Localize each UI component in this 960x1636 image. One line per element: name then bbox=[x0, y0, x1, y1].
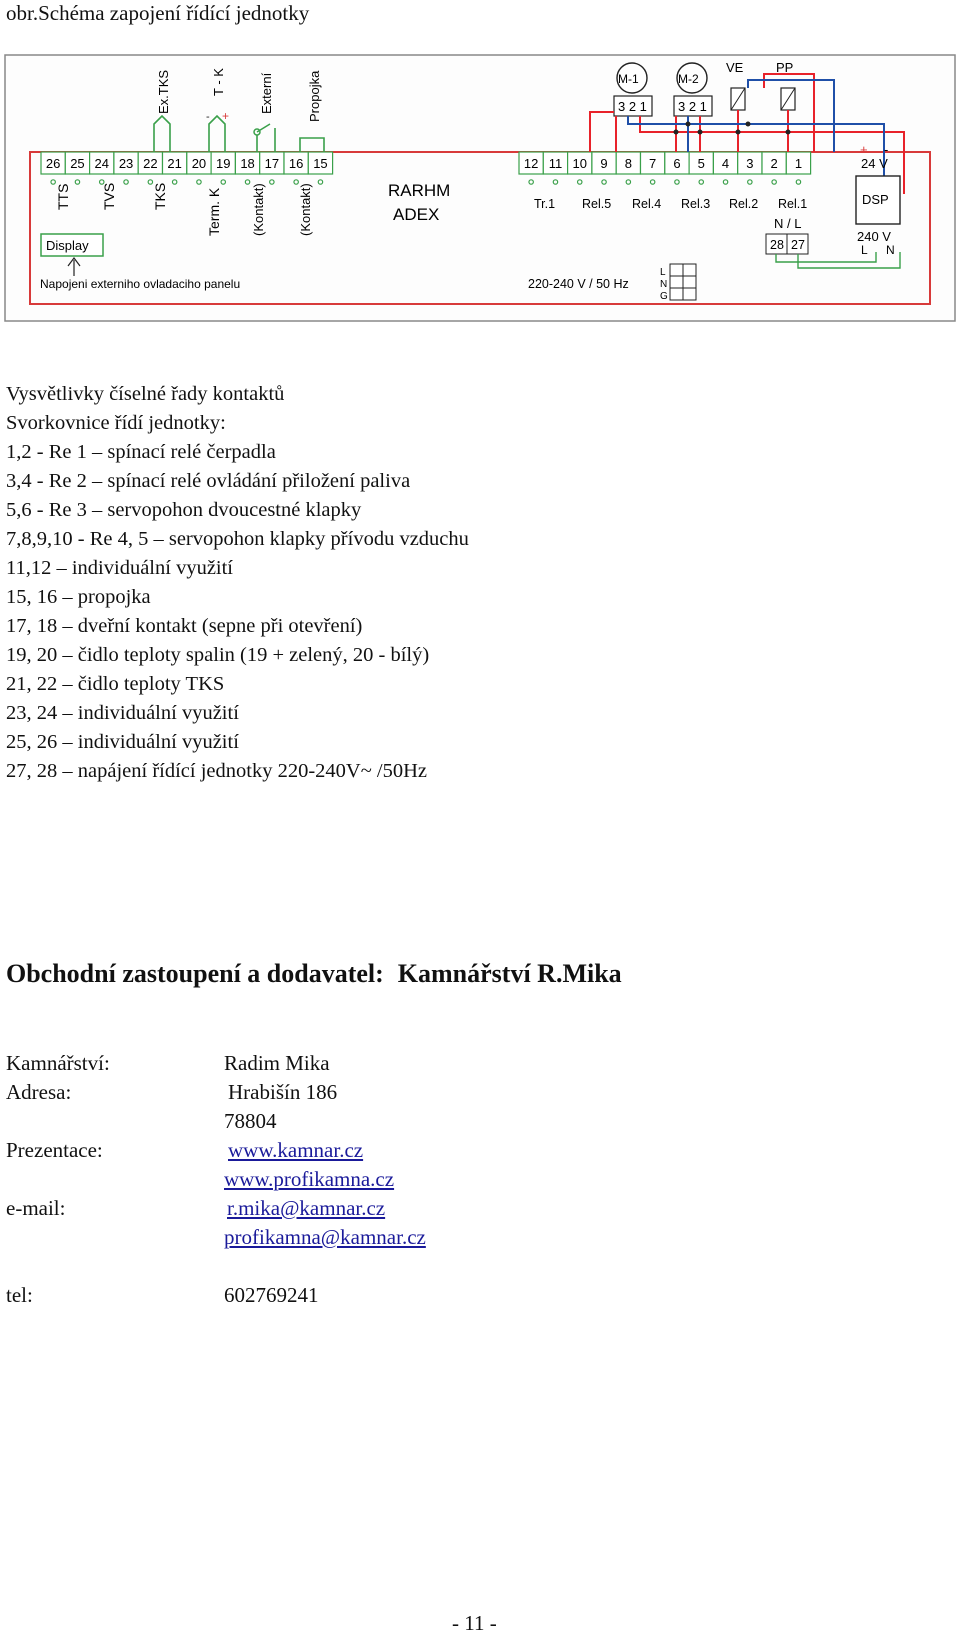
legend-item: 3,4 - Re 2 – spínací relé ovládání přiložení paliva bbox=[6, 470, 411, 492]
legend-item: 23, 24 – individuální využití bbox=[6, 702, 239, 724]
legend-item: 21, 22 – čidlo teploty TKS bbox=[6, 673, 225, 695]
left-terminal-number: 17 bbox=[264, 156, 280, 171]
unit-model: ADEX bbox=[393, 205, 440, 224]
legend-title: Vysvětlivky číselné řady kontaktů bbox=[6, 383, 285, 405]
right-terminal-number: 4 bbox=[721, 156, 730, 171]
right-terminal-number: 2 bbox=[770, 156, 778, 171]
legend-item: 19, 20 – čidlo teploty spalin (19 + zelený, 20 - bílý) bbox=[6, 644, 430, 666]
dsp-240v: 240 V bbox=[857, 229, 891, 244]
unit-name: RARHM bbox=[388, 181, 451, 200]
relay-label-rel4: Rel.4 bbox=[632, 197, 662, 211]
company-value: Radim Mika bbox=[224, 1051, 330, 1075]
right-terminal-number: 7 bbox=[649, 156, 657, 171]
right-terminal-number: 8 bbox=[624, 156, 632, 171]
web-link-kamnar[interactable]: www.kamnar.cz bbox=[228, 1138, 364, 1162]
polarity-minus: - bbox=[206, 111, 210, 123]
right-terminal-number: 5 bbox=[697, 156, 705, 171]
label-ex-tks: Ex.TKS bbox=[156, 69, 171, 114]
label-kontakt-1: (Kontakt) bbox=[251, 183, 266, 236]
lng-l: L bbox=[660, 267, 666, 278]
address-line-1: Hrabišín 186 bbox=[228, 1080, 338, 1104]
contact-heading-seller: Kamnářství R.Mika bbox=[397, 959, 622, 988]
legend-item: 17, 18 – dveřní kontakt (sepne při otevření) bbox=[6, 615, 363, 637]
relay-label-rel3: Rel.3 bbox=[681, 197, 711, 211]
right-terminal-number: 10 bbox=[572, 156, 587, 171]
contact-heading bbox=[6, 958, 622, 990]
legend-item: 25, 26 – individuální využití bbox=[6, 731, 239, 753]
motor-1-pins: 3 2 1 bbox=[618, 99, 647, 114]
legend-item: 11,12 – individuální využití bbox=[6, 557, 234, 579]
relay-label-tr1: Tr.1 bbox=[534, 197, 556, 211]
right-terminal-number: 6 bbox=[673, 156, 681, 171]
dsp-n: N bbox=[886, 243, 895, 257]
dsp-l: L bbox=[861, 243, 868, 257]
left-terminal-number: 23 bbox=[118, 156, 134, 171]
motor-1-label: M-1 bbox=[618, 72, 639, 86]
polarity-plus: + bbox=[222, 109, 230, 123]
left-terminal-number: 25 bbox=[70, 156, 85, 171]
relay-label-rel5: Rel.5 bbox=[582, 197, 612, 211]
left-terminal-number: 15 bbox=[313, 156, 328, 171]
legend-item: 5,6 - Re 3 – servopohon dvoucestné klapky bbox=[6, 499, 362, 521]
dsp-label: DSP bbox=[862, 192, 889, 207]
tel-label: tel: bbox=[6, 1283, 33, 1307]
motor-2-pins: 3 2 1 bbox=[678, 99, 707, 114]
left-terminal-number: 16 bbox=[288, 156, 304, 171]
tel-value: 602769241 bbox=[224, 1283, 319, 1307]
left-terminal-number: 26 bbox=[45, 156, 61, 171]
page-number: - 11 - bbox=[452, 1611, 497, 1635]
nl-label: N / L bbox=[774, 216, 802, 231]
left-terminal-number: 21 bbox=[167, 156, 182, 171]
label-tvs: TVS bbox=[101, 182, 117, 210]
left-terminal-number: 22 bbox=[143, 156, 158, 171]
legend-item: 7,8,9,10 - Re 4, 5 – servopohon klapky přívodu vzduchu bbox=[6, 528, 469, 550]
dsp-plus: + bbox=[860, 142, 868, 157]
label-t-k: T - K bbox=[211, 68, 226, 96]
power-terminal-27: 27 bbox=[791, 238, 805, 252]
motor-2-label: M-2 bbox=[678, 72, 699, 86]
legend-item: 15, 16 – propojka bbox=[6, 586, 151, 608]
legend-item: 1,2 - Re 1 – spínací relé čerpadla bbox=[6, 441, 276, 463]
address-line-2: 78804 bbox=[224, 1109, 277, 1133]
power-terminal-28: 28 bbox=[770, 238, 784, 252]
label-tts: TTS bbox=[55, 183, 71, 210]
web-label: Prezentace: bbox=[6, 1138, 103, 1162]
left-terminal-number: 20 bbox=[191, 156, 207, 171]
email-link-mika[interactable]: r.mika@kamnar.cz bbox=[227, 1196, 386, 1220]
email-label: e-mail: bbox=[6, 1196, 66, 1220]
relay-label-rel1: Rel.1 bbox=[778, 197, 808, 211]
dsp-minus: - bbox=[884, 142, 889, 157]
left-terminal-number: 19 bbox=[216, 156, 231, 171]
address-label: Adresa: bbox=[6, 1080, 72, 1104]
display-label: Display bbox=[46, 238, 89, 253]
relay-label-rel2: Rel.2 bbox=[729, 197, 759, 211]
contacts-legend bbox=[6, 380, 469, 786]
lng-g: G bbox=[660, 291, 668, 302]
label-propojka: Propojka bbox=[307, 70, 322, 122]
dsp-24v: 24 V bbox=[861, 156, 888, 171]
right-terminal-number: 1 bbox=[794, 156, 803, 171]
company-label: Kamnářství: bbox=[6, 1051, 110, 1075]
legend-item: 27, 28 – napájení řídící jednotky 220-240V~ /50Hz bbox=[6, 760, 428, 782]
right-terminal-number: 12 bbox=[523, 156, 539, 171]
left-terminal-number: 18 bbox=[240, 156, 255, 171]
label-kontakt-2: (Kontakt) bbox=[298, 183, 313, 236]
label-externi: Externí bbox=[259, 72, 274, 114]
email-link-profikamna[interactable]: profikamna@kamnar.cz bbox=[224, 1225, 426, 1249]
left-terminal-number: 24 bbox=[94, 156, 109, 171]
contact-heading-prefix: Obchodní zastoupení a dodavatel: bbox=[6, 959, 384, 988]
web-link-profikamna[interactable]: www.profikamna.cz bbox=[224, 1167, 395, 1191]
relay-pp-label: PP bbox=[776, 60, 794, 75]
legend-subtitle: Svorkovnice řídí jednotky: bbox=[6, 412, 226, 434]
right-terminal-number: 3 bbox=[746, 156, 754, 171]
right-terminal-number: 11 bbox=[548, 156, 563, 171]
label-tks: TKS bbox=[152, 182, 168, 210]
display-note: Napojeni externiho ovladaciho panelu bbox=[40, 277, 241, 291]
figure-caption: obr.Schéma zapojení řídící jednotky bbox=[6, 1, 310, 25]
relay-ve-label: VE bbox=[726, 60, 744, 75]
label-term-k: Term. K bbox=[206, 187, 222, 236]
wiring-diagram bbox=[4, 54, 956, 322]
lng-n: N bbox=[660, 279, 668, 290]
supply-label: 220-240 V / 50 Hz bbox=[528, 277, 629, 291]
right-terminal-number: 9 bbox=[600, 156, 608, 171]
